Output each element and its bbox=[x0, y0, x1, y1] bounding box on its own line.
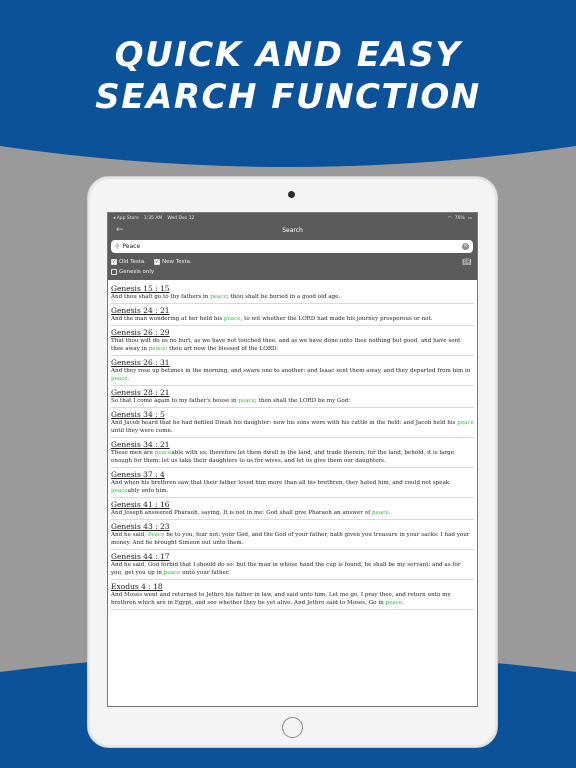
camera-icon bbox=[288, 191, 295, 198]
result-text bbox=[111, 315, 474, 323]
result-item[interactable] bbox=[111, 282, 474, 304]
checkmark-icon: ✓ bbox=[155, 259, 160, 265]
result-item[interactable] bbox=[111, 408, 474, 438]
status-date: Wed Dec 12 bbox=[167, 215, 195, 221]
result-reference[interactable]: Genesis 34 : 21 bbox=[111, 440, 170, 449]
genesis-only-checkbox[interactable] bbox=[111, 269, 154, 275]
search-match-highlight: peace bbox=[148, 346, 166, 352]
result-text-after: able with us; therefore let them dwell in the land, and trade therein; for the land, behold, it is large enough for them; let us take their daughters to us for wives, and let us give them our daughters. bbox=[111, 450, 455, 464]
search-match-highlight: peace bbox=[154, 450, 172, 456]
search-match-highlight: Peace bbox=[147, 532, 165, 538]
old-testament-label: Old Testa. bbox=[119, 259, 147, 265]
result-reference[interactable]: Genesis 15 : 15 bbox=[111, 284, 170, 293]
app-screen bbox=[107, 212, 478, 707]
wifi-icon: ◠ bbox=[447, 215, 452, 221]
result-reference[interactable]: Genesis 26 : 29 bbox=[111, 328, 170, 337]
result-item[interactable] bbox=[111, 468, 474, 498]
search-input[interactable] bbox=[111, 240, 473, 253]
result-text-before: And Moses went and returned to Jethro his father in law, and said unto him, Let me go, I pray thee, and return unto my brethren which are in Egypt, and see whether they be yet alive. And Jethro said to Moses, Go in bbox=[111, 592, 451, 606]
result-reference[interactable]: Genesis 26 : 31 bbox=[111, 358, 170, 367]
result-reference[interactable]: Genesis 24 : 21 bbox=[111, 306, 170, 315]
result-text-before: And he said, God forbid that I should do so: but the man in whose hand the cup is found, he shall be my servant; and as for you, get you up in bbox=[111, 562, 461, 576]
result-reference[interactable]: Genesis 43 : 23 bbox=[111, 522, 170, 531]
status-bar bbox=[108, 213, 477, 223]
result-text-before: That thou wilt do us no hurt, as we have not touched thee, and as we have done unto thee nothing but good, and have sent thee away in bbox=[111, 338, 461, 352]
result-item[interactable] bbox=[111, 304, 474, 326]
result-text-after: : thou art now the blessed of the LORD. bbox=[165, 346, 279, 352]
result-item[interactable] bbox=[111, 550, 474, 580]
result-text bbox=[111, 591, 474, 607]
search-match-highlight: peace bbox=[163, 570, 181, 576]
battery-icon: ▭ bbox=[467, 215, 472, 221]
result-reference[interactable]: Genesis 41 : 16 bbox=[111, 500, 170, 509]
result-text bbox=[111, 479, 474, 495]
status-battery: 76% bbox=[454, 215, 465, 221]
search-match-highlight: peace bbox=[111, 376, 128, 382]
headline-line-2: SEARCH FUNCTION bbox=[95, 77, 481, 117]
filter-panel bbox=[108, 256, 477, 280]
new-testament-checkbox[interactable] bbox=[154, 259, 192, 265]
result-item[interactable] bbox=[111, 580, 474, 610]
result-text-after: . bbox=[127, 376, 130, 382]
headline bbox=[0, 34, 576, 118]
result-text-after: be to you, fear not: your God, and the God of your father, hath given you treasure in your sacks: I had your money. And he brought Simeon out unto them. bbox=[111, 532, 470, 546]
result-reference[interactable]: Genesis 28 : 21 bbox=[111, 388, 170, 397]
result-text bbox=[111, 293, 474, 301]
result-text-after: unto your father. bbox=[180, 570, 230, 576]
home-button[interactable] bbox=[282, 717, 303, 738]
result-reference[interactable]: Genesis 44 : 17 bbox=[111, 552, 170, 561]
nav-title: Search bbox=[282, 227, 303, 234]
result-item[interactable] bbox=[111, 326, 474, 356]
result-text-after: until they were come. bbox=[111, 428, 173, 434]
result-text-before: And when his brethren saw that their father loved him more than all his brethren, they hated him, and could not speak bbox=[111, 480, 450, 486]
arrow-left-icon[interactable]: ← bbox=[116, 225, 124, 235]
result-text bbox=[111, 337, 474, 353]
result-item[interactable] bbox=[111, 356, 474, 386]
search-match-highlight: peace bbox=[371, 510, 389, 516]
result-text-after: . bbox=[402, 600, 404, 606]
result-text bbox=[111, 509, 474, 517]
clear-icon[interactable]: × bbox=[463, 243, 468, 249]
result-item[interactable] bbox=[111, 438, 474, 468]
result-text-after: ably unto him. bbox=[127, 488, 169, 494]
search-match-highlight: peace bbox=[385, 600, 403, 606]
result-text bbox=[111, 449, 474, 465]
result-text-before: And Jacob heard that he had defiled Dinah his daughter: now his sons were with his cattle in the field: and Jacob held his bbox=[111, 420, 458, 426]
status-carrier: ◂ App Store bbox=[113, 215, 139, 221]
result-item[interactable] bbox=[111, 386, 474, 408]
result-text bbox=[111, 397, 474, 405]
search-match-highlight: peace bbox=[111, 488, 128, 494]
nav-bar bbox=[108, 223, 477, 238]
result-text bbox=[111, 561, 474, 577]
result-text-before: And thou shalt go to thy fathers in bbox=[111, 294, 211, 300]
headline-line-1: QUICK AND EASY bbox=[114, 35, 462, 75]
result-text-before: And they rose up betimes in the morning, and sware one to another: and Isaac sent them away, and they departed from him in bbox=[111, 368, 471, 374]
result-text-before: So that I come again to my father's house in bbox=[111, 398, 239, 404]
book-icon[interactable]: 📖︎ bbox=[462, 258, 471, 266]
search-match-highlight: peace bbox=[238, 398, 255, 404]
status-time: 1:35 AM bbox=[143, 215, 163, 221]
search-row bbox=[108, 238, 477, 256]
checkmark-icon: ✓ bbox=[112, 259, 117, 265]
search-icon: ⚲ bbox=[115, 243, 120, 250]
result-text bbox=[111, 367, 474, 383]
search-match-highlight: peace bbox=[457, 420, 474, 426]
result-item[interactable] bbox=[111, 498, 474, 520]
result-text bbox=[111, 531, 474, 547]
result-item[interactable] bbox=[111, 520, 474, 550]
result-text-before: These men are bbox=[111, 450, 155, 456]
result-text-after: ; then shall the LORD be my God: bbox=[254, 398, 351, 404]
old-testament-checkbox[interactable] bbox=[111, 259, 146, 265]
result-text-after: ; thou shalt be buried in a good old age. bbox=[226, 294, 341, 300]
checkbox-empty-icon bbox=[111, 269, 117, 275]
result-text-before: And Joseph answered Pharaoh, saying, It is not in me: God shall give Pharaoh an answer of bbox=[111, 510, 372, 516]
search-match-highlight: peace bbox=[223, 316, 241, 322]
result-reference[interactable]: Genesis 34 : 5 bbox=[111, 410, 165, 419]
result-text bbox=[111, 419, 474, 435]
result-text-before: And he said, bbox=[111, 532, 148, 538]
genesis-only-label: Genesis only bbox=[119, 269, 155, 275]
result-reference[interactable]: Exodus 4 : 18 bbox=[111, 582, 163, 591]
new-testament-label: New Testa. bbox=[162, 259, 192, 265]
result-reference[interactable]: Genesis 37 : 4 bbox=[111, 470, 165, 479]
result-text-before: And the man wondering at her held his bbox=[111, 316, 224, 322]
results-list bbox=[108, 280, 477, 610]
result-text-after: . bbox=[388, 510, 391, 516]
search-value: Peace bbox=[122, 243, 141, 250]
search-match-highlight: peace bbox=[210, 294, 227, 300]
result-text-after: , to wit whether the LORD had made his journey prosperous or not. bbox=[240, 316, 433, 322]
